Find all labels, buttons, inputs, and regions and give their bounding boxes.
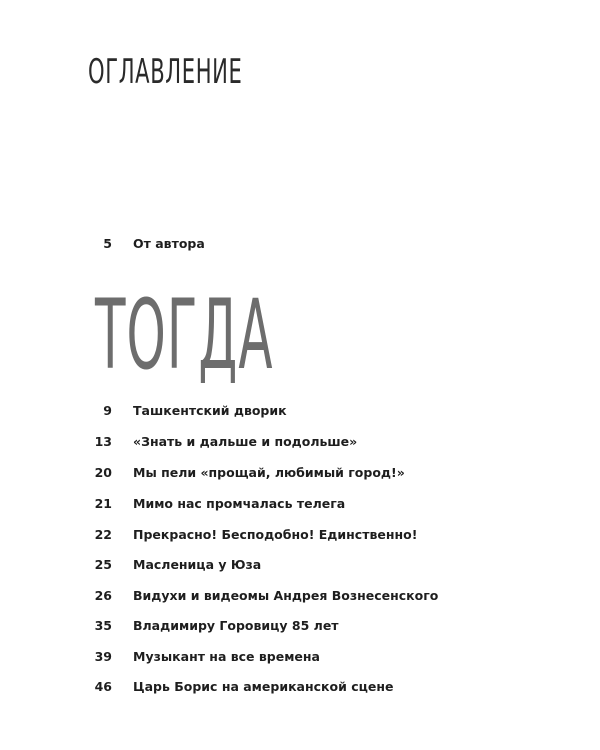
toc-page-number: 25 (94, 557, 112, 572)
toc-entry[interactable] (0, 616, 600, 636)
toc-entry-title: Царь Борис на американской сцене (133, 679, 394, 694)
toc-entry[interactable] (0, 647, 600, 667)
toc-page-number: 22 (94, 527, 112, 542)
toc-entry-title: Видухи и видеомы Андрея Вознесенского (133, 588, 439, 603)
toc-entry[interactable] (0, 432, 600, 452)
toc-page-number: 20 (94, 465, 112, 480)
toc-page-number: 46 (94, 679, 112, 694)
toc-page-number: 35 (94, 618, 112, 633)
toc-entry-title: От автора (133, 236, 205, 251)
toc-entry-title: Прекрасно! Бесподобно! Единственно! (133, 527, 418, 542)
section-heading: ТОГДА (95, 279, 274, 391)
toc-entry[interactable] (0, 555, 600, 575)
toc-page-number: 13 (94, 434, 112, 449)
toc-entry-preface[interactable] (0, 234, 600, 254)
toc-entry-title: Мы пели «прощай, любимый город!» (133, 465, 405, 480)
toc-page-number: 26 (94, 588, 112, 603)
toc-entry-title: Ташкентский дворик (133, 403, 287, 418)
toc-entry-title: «Знать и дальше и подольше» (133, 434, 358, 449)
toc-page-number: 21 (94, 496, 112, 511)
toc-entry[interactable] (0, 677, 600, 697)
toc-page-number: 9 (103, 403, 112, 418)
toc-entry[interactable] (0, 401, 600, 421)
toc-entry[interactable] (0, 525, 600, 545)
toc-entry-title: Мимо нас промчалась телега (133, 496, 346, 511)
page-title: ОГЛАВЛЕНИЕ (88, 52, 243, 92)
toc-page-number: 5 (103, 236, 112, 251)
toc-entry[interactable] (0, 586, 600, 606)
toc-entry-title: Масленица у Юза (133, 557, 262, 572)
toc-entry[interactable] (0, 494, 600, 514)
toc-entry-title: Музыкант на все времена (133, 649, 320, 664)
toc-entry[interactable] (0, 463, 600, 483)
toc-entry-title: Владимиру Горовицу 85 лет (133, 618, 339, 633)
toc-page-number: 39 (94, 649, 112, 664)
